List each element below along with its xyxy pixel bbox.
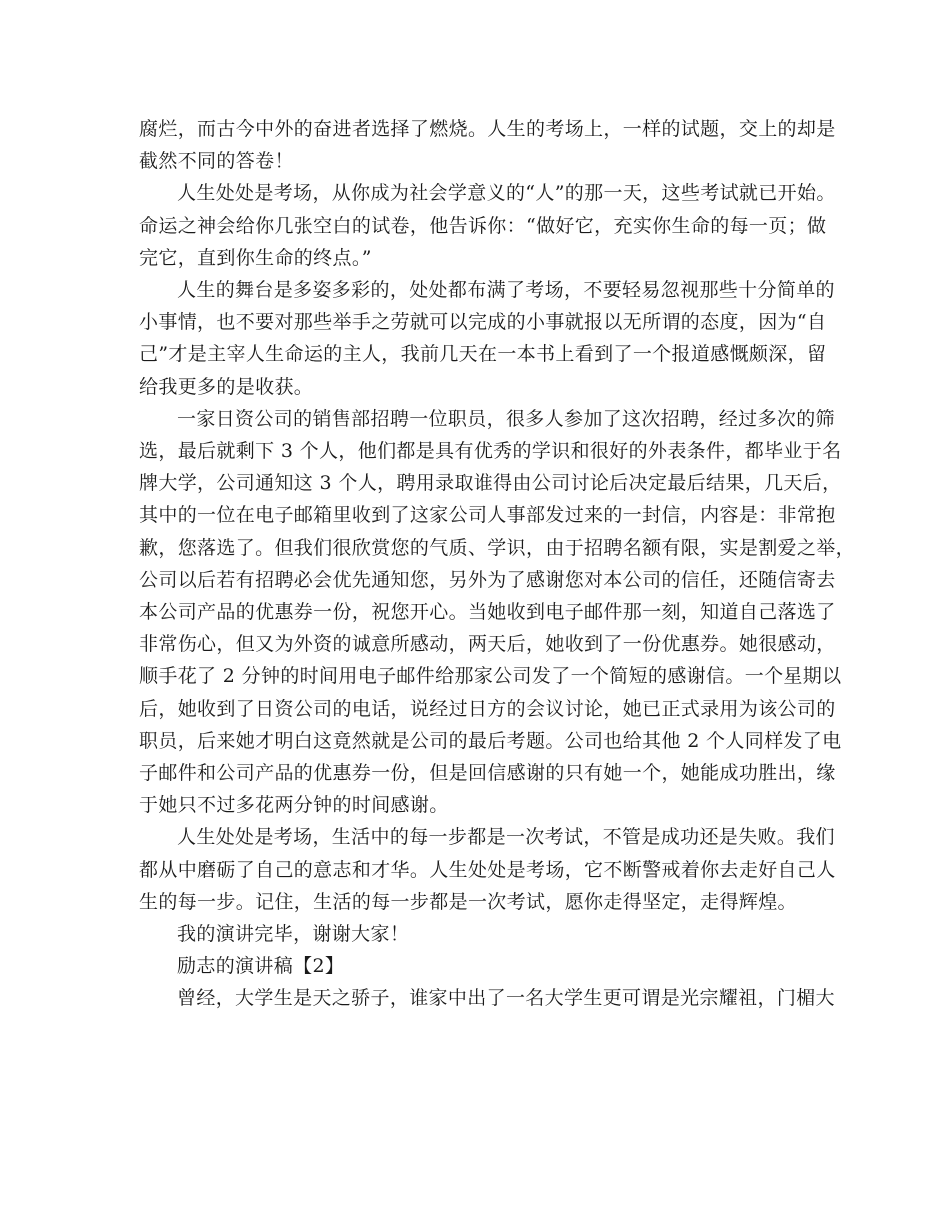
text-line: 歉，您落选了。但我们很欣赏您的气质、学识，由于招聘名额有限，实是割爱之举， xyxy=(139,536,855,559)
text-line: 完它，直到你生命的终点。” xyxy=(139,246,372,269)
document-body xyxy=(139,113,855,1015)
text-line: 人生处处是考场，从你成为社会学意义的“人”的那一天，这些考试就已开始。 xyxy=(177,182,836,205)
text-line: 人生处处是考场，生活中的每一步都是一次考试，不管是成功还是失败。我们 xyxy=(177,826,835,849)
text-line: 一家日资公司的销售部招聘一位职员，很多人参加了这次招聘，经过多次的筛 xyxy=(177,407,835,430)
text-line: 曾经，大学生是天之骄子，谁家中出了一名大学生更可谓是光宗耀祖，门楣大 xyxy=(177,987,835,1010)
paragraph xyxy=(139,177,836,274)
text-line: 腐烂，而古今中外的奋进者选择了燃烧。人生的考场上，一样的试题，交上的却是 xyxy=(139,118,836,140)
text-line: 牌大学，公司通知这 3 个人，聘用录取谁得由公司讨论后决定最后结果，几天后， xyxy=(139,472,842,495)
text-line: 我的演讲完毕，谢谢大家！ xyxy=(177,923,410,946)
text-line: 截然不同的答卷！ xyxy=(139,150,294,173)
text-line: 选，最后就剩下 3 个人，他们都是具有优秀的学识和很好的外表条件，都毕业于名 xyxy=(139,440,842,463)
paragraph xyxy=(139,274,835,403)
text-line: 顺手花了 2 分钟的时间用电子邮件给那家公司发了一个简短的感谢信。一个星期以 xyxy=(139,665,842,688)
paragraph xyxy=(139,821,836,918)
text-line: 本公司产品的优惠券一份，祝您开心。当她收到电子邮件那一刻，知道自己落选了 xyxy=(139,601,836,624)
text-line: 都从中磨砺了自己的意志和才华。人生处处是考场，它不断警戒着你去走好自己人 xyxy=(139,858,836,881)
text-line: 公司以后若有招聘必会优先通知您，另外为了感谢您对本公司的信任，还随信寄去 xyxy=(139,568,836,591)
text-line: 非常伤心，但又为外资的诚意所感动，两天后，她收到了一份优惠券。她很感动， xyxy=(139,633,836,656)
text-line: 于她只不过多花两分钟的时间感谢。 xyxy=(139,794,449,817)
text-line: 其中的一位在电子邮箱里收到了这家公司人事部发过来的一封信，内容是：非常抱 xyxy=(139,504,836,527)
paragraph xyxy=(139,918,822,950)
text-line: 励志的演讲稿【2】 xyxy=(177,955,345,978)
text-line: 职员，后来她才明白这竟然就是公司的最后考题。公司也给其他 2 个人同样发了电 xyxy=(139,729,842,752)
text-line: 人生的舞台是多姿多彩的，处处都布满了考场，不要轻易忽视那些十分简单的 xyxy=(177,279,835,302)
text-line: 己”才是主宰人生命运的主人，我前几天在一本书上看到了一个报道感慨颇深，留 xyxy=(139,343,827,366)
text-line: 命运之神会给你几张空白的试卷，他告诉你：“做好它，充实你生命的每一页；做 xyxy=(139,214,827,237)
text-line: 给我更多的是收获。 xyxy=(139,375,314,398)
text-line: 小事情，也不要对那些举手之劳就可以完成的小事就报以无所谓的态度，因为“自 xyxy=(139,311,827,334)
paragraph xyxy=(139,113,836,177)
text-line: 子邮件和公司产品的优惠券一份，但是回信感谢的只有她一个，她能成功胜出，缘 xyxy=(139,762,836,785)
paragraph xyxy=(139,403,855,822)
paragraph xyxy=(139,950,822,982)
text-line: 后，她收到了日资公司的电话，说经过日方的会议讨论，她已正式录用为该公司的 xyxy=(139,697,836,720)
text-line: 生的每一步。记住，生活的每一步都是一次考试，愿你走得坚定，走得辉煌。 xyxy=(139,890,797,913)
paragraph xyxy=(139,982,835,1014)
